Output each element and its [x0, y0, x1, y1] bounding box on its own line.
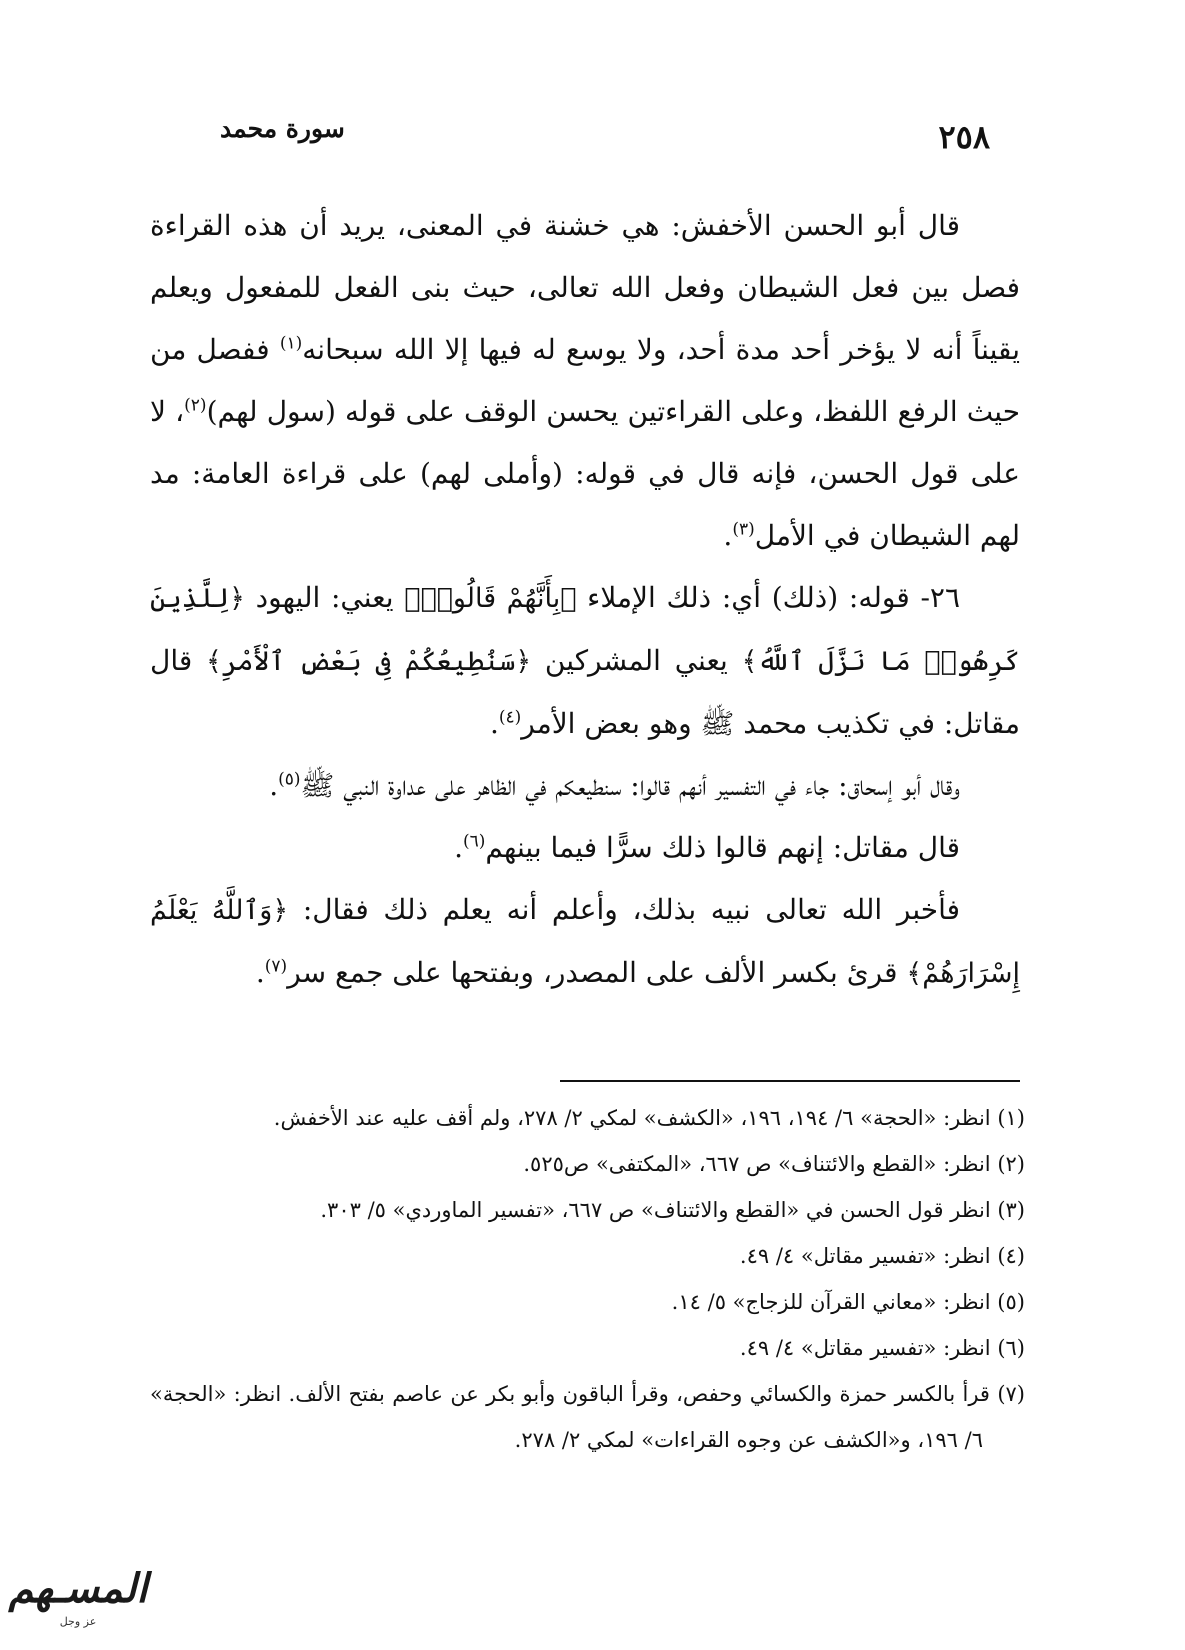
footnote-ref-4[interactable]: (٤): [498, 707, 522, 728]
paragraph-akhfash: قال أبو الحسن الأخفش: هي خشنة في المعنى، يريد أن هذه القراءة فصل بين فعل الشيطان وفعل الله تعالى، حيث بنى الفعل للمفعول ويعلم يقيناً أنه لا يؤخر أحد مدة أحد، ولا يوسع له فيها إلا الله سبحانه$^{(١)}$ ففصل من حيث الرفع اللفظ، وعلى القراءتين يحسن الوقف على قوله (سول لهم)$^{(٢)}$، لا على قول الحسن، فإنه قال في قوله: (وأملى لهم) على قراءة العامة: مد لهم الشيطان في الأمل$^{(٣)}$.: [150, 209, 1021, 552]
footnote-ref-2[interactable]: (٢): [184, 395, 207, 416]
footnote-7: (٧) قرأ بالكسر حمزة والكسائي وحفص، وقرأ الباقون وأبو بكر عن عاصم بفتح الألف. انظر: «الحجة» ٦/ ١٩٦، و«الكشف عن وجوه القراءات» لمكي ٢/ ٢٧٨.: [150, 1382, 1025, 1452]
footnote-3: (٣) انظر قول الحسن في «القطع والائتناف» ص ٦٦٧، «تفسير الماوردي» ٥/ ٣٠٣.: [320, 1198, 1025, 1222]
publisher-logo: [8, 1565, 148, 1645]
footnote-ref-7[interactable]: (٧): [264, 956, 288, 977]
footnote-ref-6[interactable]: (٦): [463, 831, 486, 852]
quran-quote: ﴿سَنُطِيعُكُمْ فِى بَعْضِ ٱلْأَمْرِ﴾: [206, 646, 532, 677]
footnote-ref-1[interactable]: (١): [279, 333, 303, 354]
footnote-divider: [560, 1080, 1020, 1082]
main-text: [150, 195, 1020, 1005]
paragraph-abu-ishaq: وقال أبو إسحاق: جاء في التفسير أنهم قالوا: سنطيعكم في الظاهر على عداوة النبي ﷺ$^{(٥)}$.: [269, 769, 960, 802]
page-header: [220, 108, 990, 158]
footnotes: [150, 1095, 1025, 1463]
footnote-ref-5[interactable]: (٥): [278, 769, 301, 790]
footnote-5: (٥) انظر: «معاني القرآن للزجاج» ٥/ ١٤.: [671, 1290, 1025, 1314]
running-title: سورة محمد: [220, 114, 345, 143]
footnote-4: (٤) انظر: «تفسير مقاتل» ٤/ ٤٩.: [739, 1244, 1025, 1268]
footnote-ref-3[interactable]: (٣): [732, 519, 755, 540]
footnote-2: (٢) انظر: «القطع والائتناف» ص ٦٦٧، «المكتفى» ص٥٢٥.: [523, 1152, 1025, 1176]
quran-quote: ﴿لِلَّذِينَ كَرِهُوا۟ مَا نَزَّلَ ٱللَّهُ﴾: [150, 583, 1020, 677]
paragraph-muqatil: قال مقاتل: إنهم قالوا ذلك سرًّا فيما بينهم$^{(٦)}$.: [454, 831, 960, 864]
paragraph-verse-26: ٢٦- قوله: (ذلك) أي: ذلك الإملاء ﴿بِأَنَّهُمْ قَالُوا۟﴾ يعني: اليهود ﴿لِلَّذِينَ كَرِهُوا۟ مَا نَزَّلَ ٱللَّهُ﴾ يعني المشركين ﴿سَنُطِيعُكُمْ فِى بَعْضِ ٱلْأَمْرِ﴾ قال مقاتل: في تكذيب محمد ﷺ وهو بعض الأمر$^{(٤)}$.: [150, 581, 1020, 740]
footnote-6: (٦) انظر: «تفسير مقاتل» ٤/ ٤٩.: [739, 1336, 1025, 1360]
logo-calligraphy: المسـهم: [8, 1565, 148, 1612]
quran-quote: ﴿بِأَنَّهُمْ قَالُوا۟﴾: [404, 583, 577, 614]
page-number: ٢٥٨: [938, 118, 990, 156]
quran-quote: ﴿وَٱللَّهُ يَعْلَمُ إِسْرَارَهُمْ﴾: [150, 895, 1020, 989]
paragraph-israrahum: فأخبر الله تعالى نبيه بذلك، وأعلم أنه يعلم ذلك فقال: ﴿وَٱللَّهُ يَعْلَمُ إِسْرَارَهُمْ﴾ قرئ بكسر الألف على المصدر، وبفتحها على جمع سر$^{(٧)}$.: [150, 893, 1020, 989]
footnote-1: (١) انظر: «الحجة» ٦/ ١٩٤، ١٩٦، «الكشف» لمكي ٢/ ٢٧٨، ولم أقف عليه عند الأخفش.: [273, 1106, 1025, 1130]
logo-subtext: عز وجل: [59, 1615, 97, 1628]
